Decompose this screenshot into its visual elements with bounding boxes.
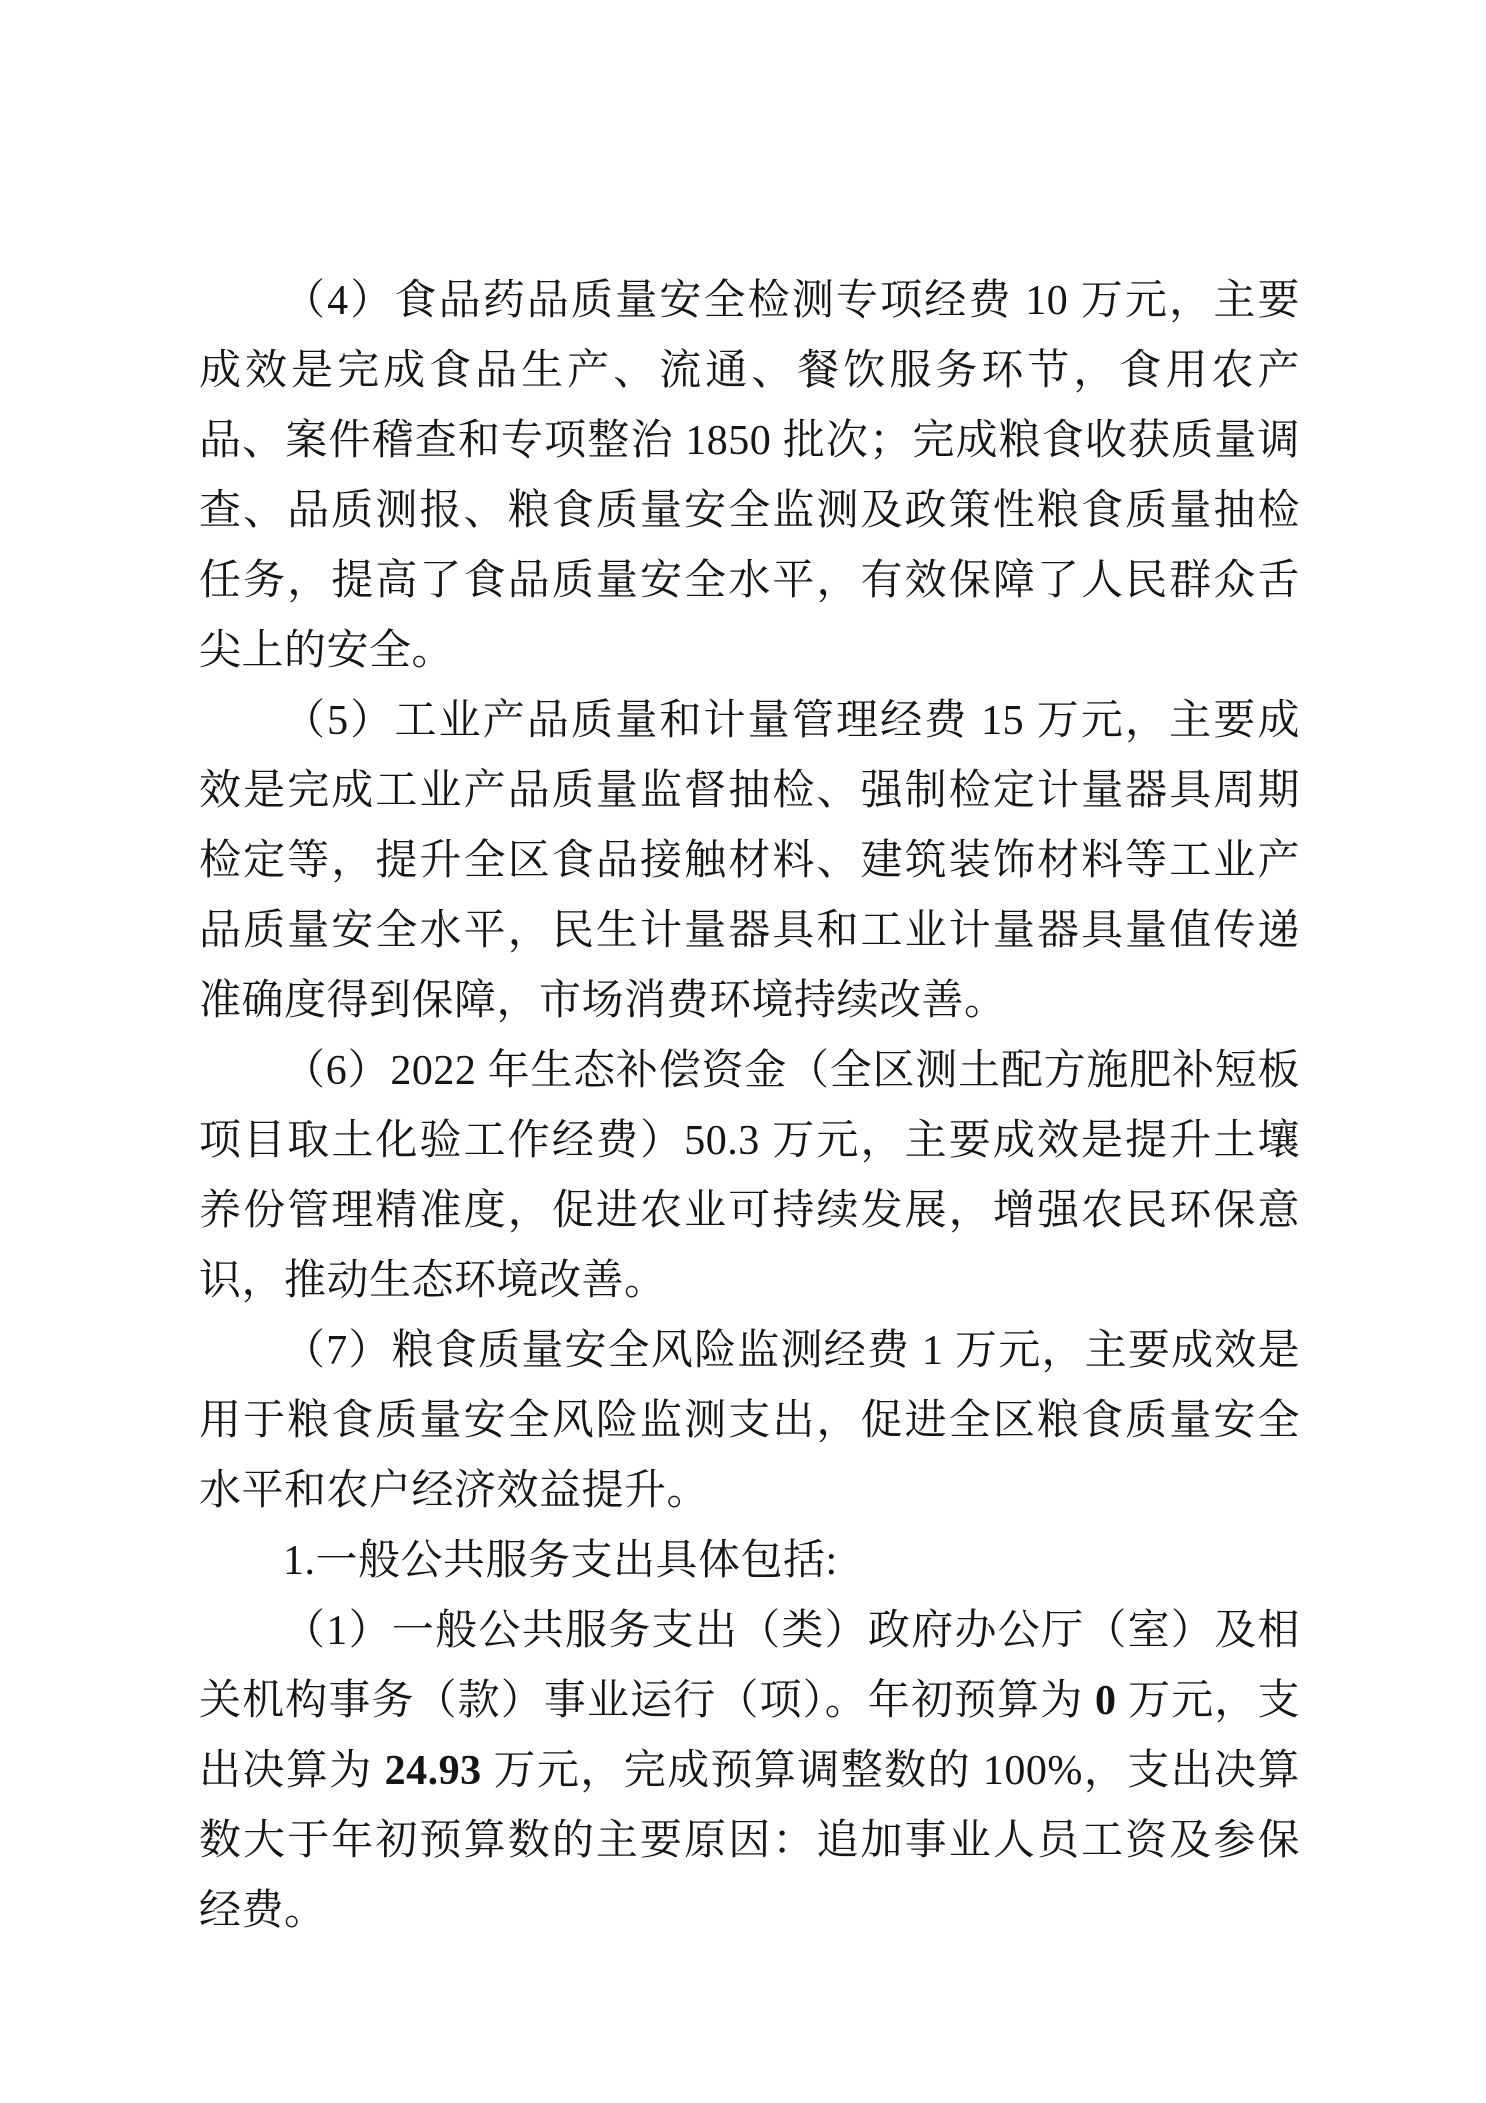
paragraph-item-7 bbox=[199, 1316, 1300, 1526]
paragraph-general-service-1 bbox=[199, 1596, 1300, 1946]
paragraph-item-5 bbox=[199, 686, 1300, 1036]
paragraph-item-6 bbox=[199, 1036, 1300, 1316]
text-segment: 万元，支出决算为 bbox=[199, 1678, 1300, 1794]
text-segment: （6）2022 年生态补偿资金（全区测土配方施肥补短板项目取土化验工作经费）50.3 万元，主要成效是提升土壤养份管理精准度，促进农业可持续发展，增强农民环保意识，推动生态环境改善。 bbox=[199, 1048, 1300, 1304]
text-segment: （4）食品药品质量安全检测专项经费 10 万元，主要成效是完成食品生产、流通、餐饮服务环节，食用农产品、案件稽查和专项整治 1850 批次；完成粮食收获质量调查、品质测报、粮食质量安全监测及政策性粮食质量抽检任务，提高了食品质量安全水平，有效保障了人民群众舌尖上的安全。 bbox=[199, 278, 1300, 674]
bold-number-segment: 0 bbox=[1095, 1678, 1117, 1724]
bold-number-segment: 24.93 bbox=[384, 1748, 482, 1794]
text-segment: 万元，完成预算调整数的 100%，支出决算数大于年初预算数的主要原因：追加事业人员工资及参保经费。 bbox=[199, 1748, 1300, 1934]
paragraph-item-4 bbox=[199, 266, 1300, 686]
text-segment: 1.一般公共服务支出具体包括: bbox=[283, 1538, 838, 1584]
text-segment: （5）工业产品质量和计量管理经费 15 万元，主要成效是完成工业产品质量监督抽检、强制检定计量器具周期检定等，提升全区食品接触材料、建筑装饰材料等工业产品质量安全水平，民生计量器具和工业计量器具量值传递准确度得到保障，市场消费环境持续改善。 bbox=[199, 698, 1300, 1024]
paragraph-heading-1 bbox=[199, 1526, 1300, 1596]
text-segment: （1）一般公共服务支出（类）政府办公厅（室）及相关机构事务（款）事业运行（项）。年初预算为 bbox=[199, 1608, 1300, 1724]
document-body bbox=[199, 266, 1300, 1946]
text-segment: （7）粮食质量安全风险监测经费 1 万元，主要成效是用于粮食质量安全风险监测支出，促进全区粮食质量安全水平和农户经济效益提升。 bbox=[199, 1328, 1300, 1514]
